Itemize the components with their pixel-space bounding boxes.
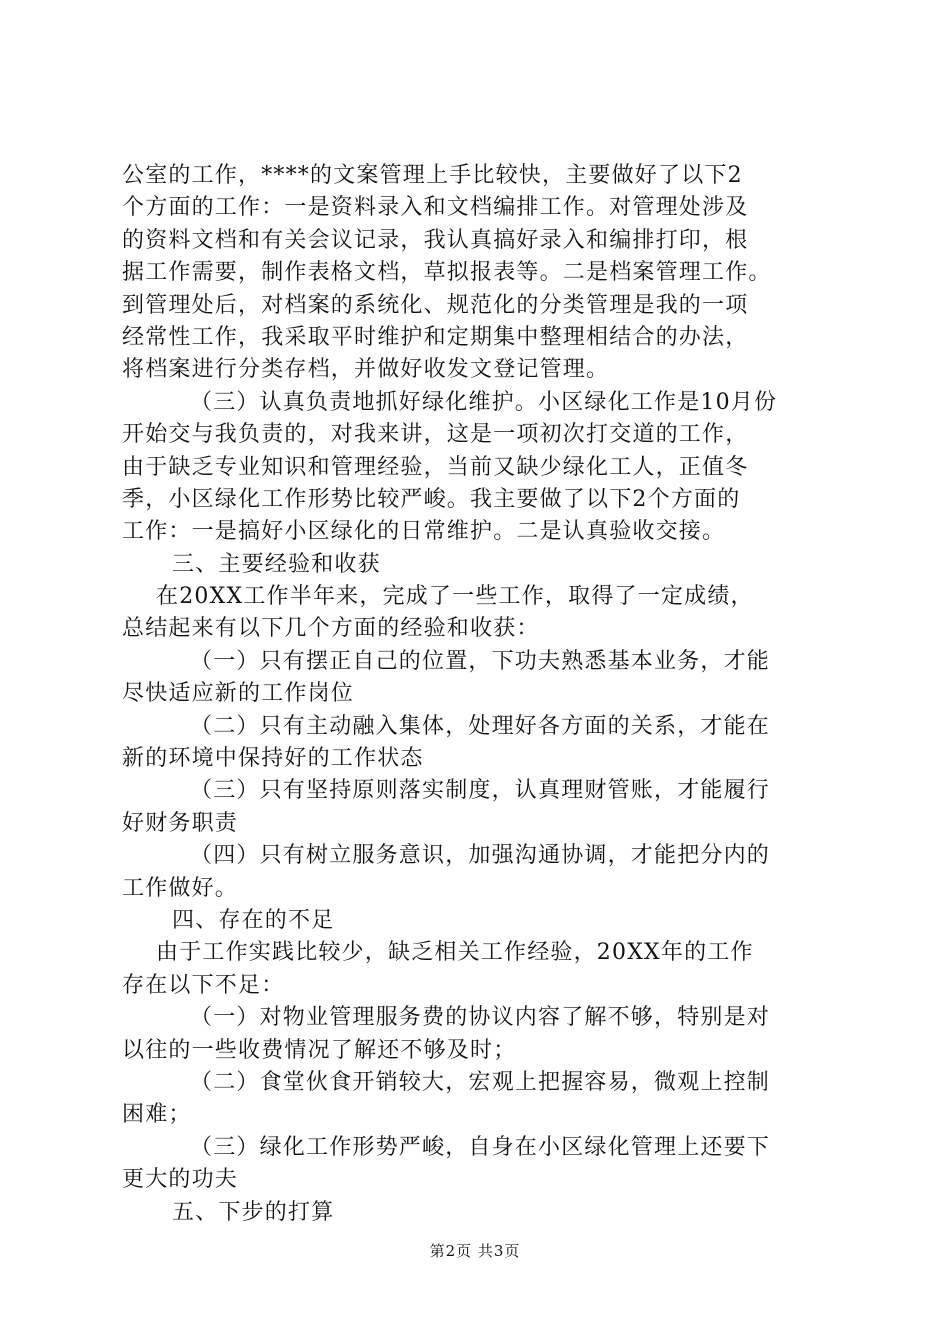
text-line: 新的环境中保持好的工作状态 [122, 746, 424, 772]
text-line: 更大的功夫 [122, 1167, 239, 1193]
text-line: 尽快适应新的工作岗位 [122, 681, 355, 707]
text-line: 好财务职责 [122, 810, 239, 836]
text-line: （三）认真负责地抓好绿化维护。小区绿化工作是10月份 [190, 389, 778, 415]
text-line: 总结起来有以下几个方面的经验和收获： [122, 616, 540, 642]
text-line: （一）对物业管理服务费的协议内容了解不够，特别是对 [190, 1005, 771, 1031]
text-line: 工作做好。 [122, 875, 239, 901]
text-line: 工作：一是搞好小区绿化的日常维护。二是认真验收交接。 [122, 519, 726, 545]
text-line: （三）绿化工作形势严峻，自身在小区绿化管理上还要下 [190, 1134, 771, 1160]
text-line: 三、主要经验和收获 [172, 551, 381, 577]
text-line: 到管理处后，对档案的系统化、规范化的分类管理是我的一项 [122, 292, 749, 318]
text-line: 五、下步的打算 [172, 1199, 335, 1225]
text-line: 四、存在的不足 [172, 907, 335, 933]
text-line: （一）只有摆正自己的位置，下功夫熟悉基本业务，才能 [190, 648, 771, 674]
page-footer: 第2页 共3页 [429, 1242, 521, 1260]
text-line: （四）只有树立服务意识，加强沟通协调，才能把分内的 [190, 843, 771, 869]
text-line: 开始交与我负责的，对我来讲，这是一项初次打交道的工作， [122, 422, 749, 448]
text-line: 将档案进行分类存档，并做好收发文登记管理。 [122, 357, 610, 383]
text-line: 公室的工作，****的文案管理上手比较快，主要做好了以下2 [122, 163, 743, 188]
text-line: 季，小区绿化工作形势比较严峻。我主要做了以下2个方面的 [122, 486, 741, 512]
document-body [122, 160, 842, 1229]
text-line: 经常性工作，我采取平时维护和定期集中整理相结合的办法， [122, 324, 749, 350]
text-line: （二）食堂伙食开销较大，宏观上把握容易，微观上控制 [190, 1069, 771, 1095]
text-line: 在20XX工作半年来，完成了一些工作，取得了一定成绩， [156, 584, 754, 610]
text-line: 个方面的工作：一是资料录入和文档编排工作。对管理处涉及 [122, 195, 749, 221]
text-line: 的资料文档和有关会议记录，我认真搞好录入和编排打印，根 [122, 227, 749, 253]
text-line: 以往的一些收费情况了解还不够及时； [122, 1037, 517, 1063]
text-line: 据工作需要，制作表格文档，草拟报表等。二是档案管理工作。 [122, 260, 772, 286]
text-line: 困难； [122, 1102, 192, 1128]
text-line: 存在以下不足： [122, 972, 285, 998]
text-line: 由于缺乏专业知识和管理经验，当前又缺少绿化工人，正值冬 [122, 454, 749, 480]
text-line: （二）只有主动融入集体，处理好各方面的关系，才能在 [190, 713, 771, 739]
text-line: （三）只有坚持原则落实制度，认真理财管账，才能履行 [190, 778, 771, 804]
text-line: 由于工作实践比较少，缺乏相关工作经验，20XX年的工作 [156, 940, 754, 966]
